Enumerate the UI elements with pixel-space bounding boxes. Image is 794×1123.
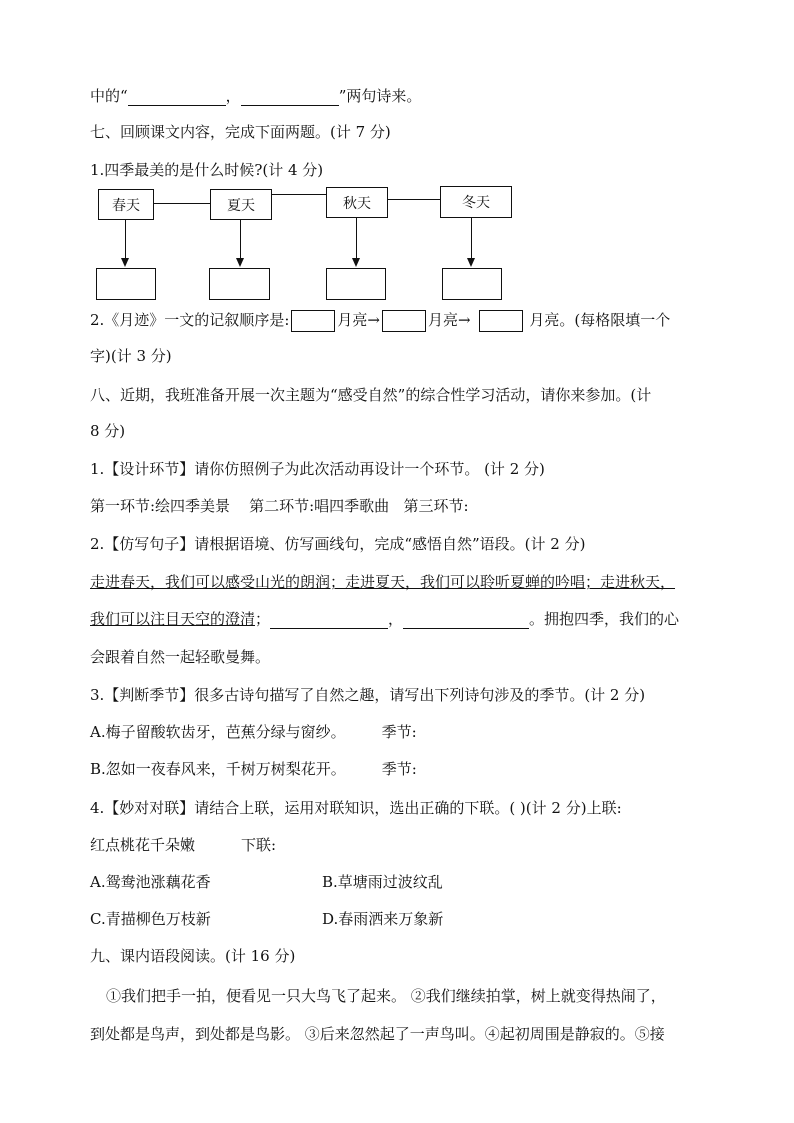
answer-box-spring[interactable] (96, 268, 156, 300)
arrow-head (467, 258, 475, 267)
poem-suffix: ”两句诗来。 (338, 87, 422, 105)
arrow-shaft (125, 219, 126, 260)
connector-line (386, 199, 440, 200)
arrow-shaft (471, 217, 472, 260)
poem-a (90, 722, 417, 742)
moon-word: 月亮 (427, 311, 458, 329)
season-spring: 春天 (98, 189, 154, 220)
answer-blank[interactable] (241, 89, 339, 106)
sentence-end: 会跟着自然一起轻歌曼舞。 (90, 648, 271, 666)
poem-prefix: 中的“ (90, 87, 128, 105)
moon-word: 月亮 (337, 311, 368, 329)
q7-2-prefix: 2.《月迹》一文的记叙顺序是: (90, 311, 290, 329)
question-8-2: 2.【仿写句子】请根据语境、仿写画线句，完成“感悟自然”语段。(计 2 分) (90, 535, 586, 553)
connector-line (152, 203, 210, 204)
activity-stages: 第一环节:绘四季美景 第二环节:唱四季歌曲 第三环节: (90, 497, 469, 515)
poem-a-text: A.梅子留酸软齿牙，芭蕉分绿与窗纱。 (90, 723, 346, 741)
answer-box-autumn[interactable] (326, 268, 386, 300)
arrow-icon: → (457, 311, 471, 329)
arrow-head (236, 258, 244, 267)
answer-box-winter[interactable] (442, 268, 502, 300)
answer-box-summer[interactable] (209, 268, 270, 300)
answer-box[interactable] (382, 310, 426, 332)
question-8-4: 4.【妙对对联】请结合上联，运用对联知识，选出正确的下联。( )(计 2 分)上联: (90, 799, 622, 817)
underlined-sentence: 走进春天，我们可以感受山光的朗润；走进夏天，我们可以聆听夏蝉的吟唱；走进秋天， (90, 573, 676, 591)
section-7-title: 七、回顾课文内容，完成下面两题。(计 7 分) (90, 123, 391, 141)
underlined-sentence-end: 我们可以注目天空的澄清 (90, 610, 256, 628)
lower-couplet-label: 下联: (241, 836, 277, 854)
option-a[interactable]: A.鸳鸯池涨藕花香 (90, 873, 211, 891)
season-autumn: 秋天 (326, 187, 388, 218)
imitation-line (90, 609, 679, 629)
passage-line-1: ①我们把手一拍，便看见一只大鸟飞了起来。 ②我们继续拍掌，树上就变得热闹了， (106, 987, 666, 1005)
arrow-shaft (240, 219, 241, 260)
poem-b-text: B.忽如一夜春风来，千树万树梨花开。 (90, 760, 346, 778)
upper-couplet: 红点桃花千朵嫩 (90, 836, 196, 854)
answer-box[interactable] (291, 310, 335, 332)
answer-box[interactable] (479, 310, 523, 332)
question-7-1: 1.四季最美的是什么时候?(计 4 分) (90, 161, 324, 179)
arrow-shaft (356, 217, 357, 260)
poem-b (90, 759, 417, 779)
option-d[interactable]: D.春雨洒来万象新 (322, 910, 444, 928)
season-winter: 冬天 (440, 186, 512, 218)
q7-2-suffix: 月亮。(每格限填一个 (529, 311, 671, 329)
season-label: 季节: (381, 723, 417, 741)
poem-line (90, 86, 421, 106)
question-7-2-cont: 字)(计 3 分) (90, 347, 172, 365)
question-8-1: 1.【设计环节】请你仿照例子为此次活动再设计一个环节。 (计 2 分) (90, 460, 545, 478)
sentence-after: 。拥抱四季，我们的心 (529, 610, 680, 628)
section-9-title: 九、课内语段阅读。(计 16 分) (90, 947, 296, 965)
comma: ， (225, 87, 241, 105)
arrow-icon: → (367, 311, 380, 329)
comma: ， (388, 610, 404, 628)
option-b[interactable]: B.草塘雨过波纹乱 (322, 873, 443, 891)
section-8-title: 八、近期，我班准备开展一次主题为“感受自然”的综合性学习活动，请你来参加。(计 (90, 386, 652, 404)
connector-line (270, 194, 326, 195)
season-label: 季节: (381, 760, 417, 778)
passage-line-2: 到处都是鸟声，到处都是鸟影。 ③后来忽然起了一声鸟叫。④起初周围是静寂的。⑤接 (90, 1025, 665, 1043)
answer-blank[interactable] (128, 89, 226, 106)
couplet-line (90, 835, 276, 855)
season-summer: 夏天 (210, 189, 272, 220)
answer-blank[interactable] (403, 612, 529, 629)
question-7-2 (90, 310, 670, 332)
arrow-head (352, 258, 360, 267)
answer-blank[interactable] (270, 612, 388, 629)
question-8-3: 3.【判断季节】很多古诗句描写了自然之趣，请写出下列诗句涉及的季节。(计 2 分) (90, 686, 646, 704)
arrow-head (121, 258, 129, 267)
option-c[interactable]: C.青描柳色万枝新 (90, 910, 211, 928)
semicolon: ； (255, 610, 271, 628)
section-8-title-cont: 8 分) (90, 422, 126, 440)
